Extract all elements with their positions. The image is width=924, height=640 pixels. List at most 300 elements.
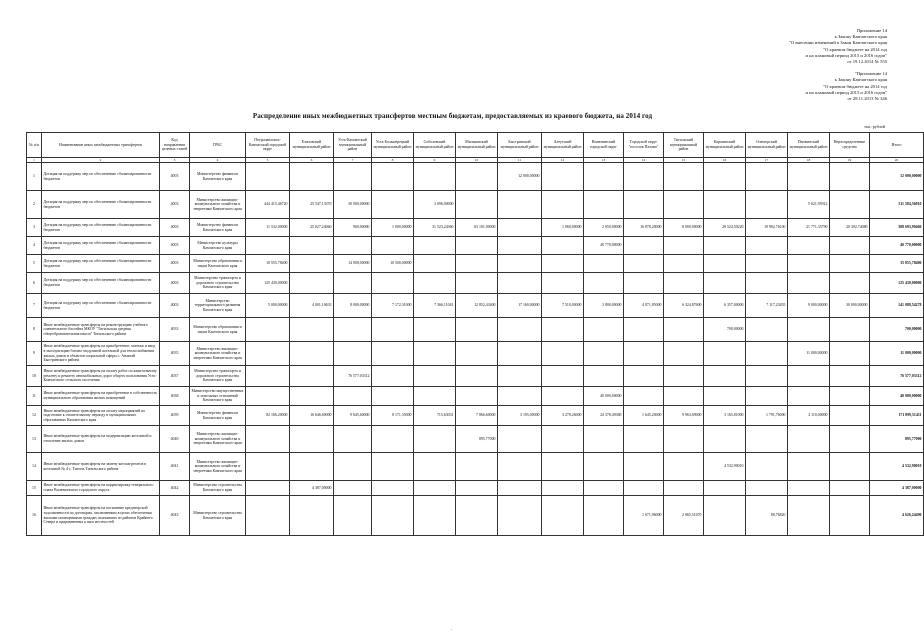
amount-cell	[584, 366, 624, 387]
amount-cell	[246, 342, 290, 366]
transfer-name: Иные межбюджетные трансферты на корректировку генерального плана Вилючинского городского округа	[42, 481, 160, 496]
amount-cell	[584, 255, 624, 273]
amount-cell: 7 366,11041	[414, 294, 456, 318]
amount-cell	[414, 342, 456, 366]
amount-cell	[704, 163, 746, 191]
target-code: 4038	[160, 387, 190, 406]
amount-cell	[414, 426, 456, 453]
amount-cell	[830, 273, 870, 294]
amount-cell	[584, 453, 624, 481]
amount-cell	[788, 481, 830, 496]
amount-cell	[456, 237, 498, 255]
grbs-name: Министерство жилищно-коммунального хозяйства и энергетики Камчатского края	[190, 453, 246, 481]
amount-cell	[456, 366, 498, 387]
amount-cell	[414, 481, 456, 496]
amount-cell	[456, 387, 498, 406]
target-code: 4003	[160, 163, 190, 191]
table-row	[27, 294, 924, 318]
note-line: "О краевом бюджете на 2014 год	[823, 83, 887, 89]
amount-cell	[746, 191, 788, 219]
table-row	[27, 191, 924, 219]
row-number: 5	[27, 255, 42, 273]
amount-cell	[788, 163, 830, 191]
amount-cell	[334, 426, 372, 453]
amount-cell	[414, 318, 456, 342]
amount-cell: 9 963,69000	[664, 406, 704, 426]
row-total: 125 430,00000	[870, 273, 924, 294]
row-number: 10	[27, 366, 42, 387]
note-line: Приложение 14	[856, 28, 887, 33]
amount-cell: 4 387,00000	[290, 481, 334, 496]
amount-cell	[746, 237, 788, 255]
amount-cell	[788, 366, 830, 387]
amount-cell	[246, 237, 290, 255]
grbs-name: Министерство имущественных и земельных отношений Камчатского края	[190, 387, 246, 406]
amount-cell: 444 415,46720	[246, 191, 290, 219]
amount-cell	[624, 163, 664, 191]
amount-cell	[290, 387, 334, 406]
amount-cell	[290, 366, 334, 387]
transfer-name: Иные межбюджетные трансферты на оплату мероприятий по подготовке к отопительному периоду в муниципальных образованиях Камчатского края	[42, 406, 160, 426]
amount-cell	[704, 426, 746, 453]
amount-cell	[746, 453, 788, 481]
amount-cell	[746, 342, 788, 366]
amount-cell	[372, 366, 414, 387]
amount-cell	[624, 237, 664, 255]
column-header: Тигильский муниципальный район	[664, 133, 704, 158]
column-number: 12	[542, 158, 584, 163]
row-total: 11 000,00000	[870, 342, 924, 366]
amount-cell: 28 524,50220	[704, 219, 746, 237]
transfer-name: Иные межбюджетные трансферты на приобретение в собственность муниципального образования жилых помещений	[42, 387, 160, 406]
column-number: 8	[372, 158, 414, 163]
row-total: 76 577,03312	[870, 366, 924, 387]
column-number: 1	[27, 158, 42, 163]
amount-cell	[290, 163, 334, 191]
amount-cell: 25 027,24060	[290, 219, 334, 237]
amount-cell: 31 523,24360	[414, 219, 456, 237]
row-number: 4	[27, 237, 42, 255]
amount-cell	[664, 318, 704, 342]
amount-cell: 7 866,60000	[456, 406, 498, 426]
amount-cell	[664, 237, 704, 255]
amount-cell	[498, 426, 542, 453]
amount-cell	[830, 496, 870, 536]
note-line: и на плановый период 2015 и 2016 годов"	[805, 52, 887, 58]
amount-cell	[584, 318, 624, 342]
column-header: Пенжинский муниципальный район	[788, 133, 830, 158]
amount-cell	[830, 163, 870, 191]
grbs-name: Министерство территориального развития Камчатского края	[190, 294, 246, 318]
table-row	[27, 426, 924, 453]
row-total: 141 088,54278	[870, 294, 924, 318]
amount-cell	[498, 255, 542, 273]
column-number: 3	[160, 158, 190, 163]
amount-cell: 2 050,00000	[584, 219, 624, 237]
target-code: 4035	[160, 342, 190, 366]
column-header: Соболевский муниципальный район	[414, 133, 456, 158]
column-header: Петропавловск-Камчатский городской округ	[246, 133, 290, 158]
column-header: Код направления целевых статей	[160, 133, 190, 158]
amount-cell	[498, 273, 542, 294]
amount-cell	[788, 273, 830, 294]
amount-cell	[372, 426, 414, 453]
amount-cell	[542, 453, 584, 481]
amount-cell	[624, 426, 664, 453]
amount-cell: 20 392,74080	[830, 219, 870, 237]
amount-cell: 76 577,03312	[334, 366, 372, 387]
amount-cell	[664, 387, 704, 406]
transfer-name: Иные межбюджетные трансферты на замену котлоагрегатов в котельной № 4 с. Тигиль Тигильского района	[42, 453, 160, 481]
row-total: 4 387,00000	[870, 481, 924, 496]
amount-cell	[334, 453, 372, 481]
amount-cell	[746, 163, 788, 191]
amount-cell: 25 547,13370	[290, 191, 334, 219]
column-number: 10	[456, 158, 498, 163]
row-number: 8	[27, 318, 42, 342]
amount-cell	[498, 219, 542, 237]
table-row	[27, 255, 924, 273]
column-header: Мильковский муниципальный район	[456, 133, 498, 158]
amount-cell	[830, 481, 870, 496]
amount-cell	[704, 387, 746, 406]
note-line: от 28.11.2013 № 346	[847, 96, 887, 102]
note-line: к Закону Камчатского края	[834, 77, 887, 83]
amount-cell: 19 982,76100	[746, 219, 788, 237]
amount-cell	[372, 273, 414, 294]
column-number: 7	[334, 158, 372, 163]
amount-cell	[746, 426, 788, 453]
amount-cell	[584, 426, 624, 453]
amount-cell	[542, 163, 584, 191]
amount-cell	[746, 255, 788, 273]
amount-cell	[664, 481, 704, 496]
page-mark: .	[451, 627, 453, 632]
amount-cell	[542, 273, 584, 294]
target-code: 4037	[160, 366, 190, 387]
target-code: 4003	[160, 255, 190, 273]
table-row	[27, 237, 924, 255]
table-row	[27, 273, 924, 294]
amount-cell	[584, 496, 624, 536]
amount-cell: 40 770,00000	[584, 237, 624, 255]
note-line: "О внесении изменений в Закон Камчатского края	[789, 40, 887, 46]
amount-cell	[788, 453, 830, 481]
amount-cell: 1 791,76000	[746, 406, 788, 426]
amount-cell: 8 171,35000	[372, 406, 414, 426]
amount-cell: 3 278,26000	[542, 406, 584, 426]
amount-cell	[414, 453, 456, 481]
grbs-name: Министерство финансов Камчатского края	[190, 163, 246, 191]
target-code: 4003	[160, 191, 190, 219]
amount-cell	[246, 496, 290, 536]
table-row	[27, 387, 924, 406]
amount-cell: 9 645,60000	[334, 406, 372, 426]
column-number: 20	[870, 158, 924, 163]
amount-cell: 900,00000	[334, 219, 372, 237]
amount-cell	[704, 496, 746, 536]
amount-cell	[414, 273, 456, 294]
amount-cell	[788, 255, 830, 273]
amount-cell	[584, 481, 624, 496]
amount-cell: 11 532,00000	[246, 219, 290, 237]
amount-cell	[246, 387, 290, 406]
amount-cell	[290, 255, 334, 273]
amount-cell: 715,63031	[414, 406, 456, 426]
grbs-name: Министерство культуры Камчатского края	[190, 237, 246, 255]
amount-cell: 8 000,00000	[334, 294, 372, 318]
amount-cell	[624, 191, 664, 219]
target-code: 4003	[160, 237, 190, 255]
amount-cell: 7 117,23455	[746, 294, 788, 318]
amount-cell	[290, 453, 334, 481]
amount-cell	[456, 453, 498, 481]
column-header: Алеутский муниципальный район	[542, 133, 584, 158]
row-total: 700,00000	[870, 318, 924, 342]
amount-cell	[334, 387, 372, 406]
amount-cell: 4 001,10633	[290, 294, 334, 318]
amount-cell	[664, 426, 704, 453]
amount-cell	[704, 191, 746, 219]
grbs-name: Министерство транспорта и дорожного строительства Камчатского края	[190, 366, 246, 387]
column-number: 19	[830, 158, 870, 163]
amount-cell: 82 166,20000	[246, 406, 290, 426]
amount-cell	[624, 318, 664, 342]
amount-cell	[334, 496, 372, 536]
column-number: 18	[788, 158, 830, 163]
amount-cell: 1 060,00000	[542, 219, 584, 237]
transfer-name: Иные межбюджетные трансферты на реконструкцию учебного плавательного бассейна МКОУ "Тигильская средняя общеобразовательная школа" Тигильского района	[42, 318, 160, 342]
amount-cell: 12 852,43400	[456, 294, 498, 318]
row-total: 308 693,99460	[870, 219, 924, 237]
amount-cell	[498, 387, 542, 406]
transfer-name: Иные межбюджетные трансферты на модернизацию котельной и отопление жилых домов	[42, 426, 160, 453]
amount-cell	[624, 366, 664, 387]
amount-cell: 1 645,20000	[624, 406, 664, 426]
amount-cell	[830, 255, 870, 273]
amount-cell	[746, 366, 788, 387]
amount-cell: 1 000,00000	[372, 219, 414, 237]
amount-cell	[830, 318, 870, 342]
amount-cell	[542, 318, 584, 342]
amount-cell	[542, 426, 584, 453]
amount-cell: 30 000,00000	[334, 191, 372, 219]
amount-cell	[334, 318, 372, 342]
amount-cell	[498, 453, 542, 481]
amount-cell	[830, 426, 870, 453]
amount-cell	[456, 496, 498, 536]
amount-cell: 40 000,00000	[584, 387, 624, 406]
amount-cell	[542, 366, 584, 387]
amount-cell	[542, 342, 584, 366]
amount-cell: 88,76820	[746, 496, 788, 536]
amount-cell: 11 000,00000	[788, 342, 830, 366]
amount-cell	[788, 237, 830, 255]
amount-cell	[664, 342, 704, 366]
amount-cell: 3 195,00000	[498, 406, 542, 426]
amount-cell	[456, 342, 498, 366]
note-line: от 19.12.2014 № 555	[847, 59, 887, 65]
amount-cell: 12 000,00000	[498, 163, 542, 191]
amount-cell	[246, 481, 290, 496]
column-header: Елизовский муниципальный район	[290, 133, 334, 158]
amount-cell	[746, 387, 788, 406]
column-header: Итого	[870, 133, 924, 158]
target-code: 4043	[160, 496, 190, 536]
amount-cell: 895,77000	[456, 426, 498, 453]
transfer-name: Иные межбюджетные трансферты на погашение кредиторской задолженности по договорам, заключенным в целях обеспечения жилыми помещениями граждан, выехавших из районов Крайнего Севера и приравненных к ним местностей	[42, 496, 160, 536]
amount-cell	[830, 366, 870, 387]
amount-cell	[498, 237, 542, 255]
row-number: 6	[27, 273, 42, 294]
grbs-name: Министерство финансов Камчатского края	[190, 219, 246, 237]
row-total: 171 899,51411	[870, 406, 924, 426]
amount-cell	[542, 481, 584, 496]
amount-cell	[542, 237, 584, 255]
amount-cell: 125 430,00000	[246, 273, 290, 294]
column-number: 14	[624, 158, 664, 163]
amount-cell	[664, 191, 704, 219]
amount-cell	[372, 453, 414, 481]
row-number: 2	[27, 191, 42, 219]
amount-cell	[290, 426, 334, 453]
table-row	[27, 496, 924, 536]
amount-cell	[372, 342, 414, 366]
table-row	[27, 219, 924, 237]
amount-cell: 24 378,49380	[584, 406, 624, 426]
row-number: 14	[27, 453, 42, 481]
amount-cell	[704, 255, 746, 273]
row-number: 13	[27, 426, 42, 453]
transfer-name: Дотация на поддержку мер по обеспечению сбалансированности бюджетов	[42, 273, 160, 294]
amount-cell: 16 878,20000	[624, 219, 664, 237]
table-row	[27, 318, 924, 342]
header-row	[27, 133, 924, 158]
column-header: Быстринский муниципальный район	[498, 133, 542, 158]
amount-cell	[372, 163, 414, 191]
column-number: 2	[42, 158, 160, 163]
amount-cell	[624, 387, 664, 406]
column-header: Усть-Большерецкий муниципальный район	[372, 133, 414, 158]
transfer-name: Дотация на поддержку мер по обеспечению сбалансированности бюджетов	[42, 163, 160, 191]
amount-cell	[542, 387, 584, 406]
amount-cell: 3 096,00000	[414, 191, 456, 219]
amount-cell	[334, 481, 372, 496]
amount-cell: 17 160,00000	[498, 294, 542, 318]
row-number: 16	[27, 496, 42, 536]
amount-cell	[456, 163, 498, 191]
amount-cell: 4 071,85000	[624, 294, 664, 318]
amount-cell: 3 800,00000	[584, 294, 624, 318]
column-number: 17	[746, 158, 788, 163]
target-code: 4039	[160, 406, 190, 426]
amount-cell: 7 510,00000	[542, 294, 584, 318]
amount-cell	[372, 191, 414, 219]
amount-cell	[830, 453, 870, 481]
appendix-note-original	[717, 71, 887, 102]
column-header: Карагинский муниципальный район	[704, 133, 746, 158]
amount-cell	[414, 496, 456, 536]
amount-cell	[290, 237, 334, 255]
amount-cell	[664, 366, 704, 387]
amount-cell	[624, 273, 664, 294]
amount-cell: 30 000,00000	[830, 294, 870, 318]
row-number: 15	[27, 481, 42, 496]
row-total: 4 626,24490	[870, 496, 924, 536]
target-code: 4003	[160, 273, 190, 294]
amount-cell	[246, 366, 290, 387]
amount-cell	[414, 163, 456, 191]
amount-cell	[704, 273, 746, 294]
amount-cell: 8 000,00000	[664, 219, 704, 237]
amount-cell	[372, 481, 414, 496]
amount-cell	[290, 342, 334, 366]
amount-cell	[664, 255, 704, 273]
amount-cell	[372, 387, 414, 406]
column-number: 11	[498, 158, 542, 163]
column-number: 16	[704, 158, 746, 163]
row-total: 4 532,90010	[870, 453, 924, 481]
amount-cell	[246, 426, 290, 453]
column-header: ГРБС	[190, 133, 246, 158]
amount-cell	[584, 342, 624, 366]
transfers-table	[26, 132, 924, 536]
amount-cell: 10 500,00000	[372, 255, 414, 273]
amount-cell	[788, 496, 830, 536]
row-number: 1	[27, 163, 42, 191]
amount-cell	[290, 318, 334, 342]
transfer-name: Иные межбюджетные трансферты на оплату работ по капитальному ремонту и ремонту автомобильных дорог общего пользования Усть-Камчатского сельского поселения	[42, 366, 160, 387]
column-header: Нераспределенные средства	[830, 133, 870, 158]
amount-cell: 1 671,96000	[624, 496, 664, 536]
amount-cell	[704, 481, 746, 496]
amount-cell	[704, 366, 746, 387]
column-header: Усть-Камчатский муниципальный район	[334, 133, 372, 158]
row-total: 895,77000	[870, 426, 924, 453]
row-number: 11	[27, 387, 42, 406]
amount-cell	[290, 273, 334, 294]
grbs-name: Министерство жилищно-коммунального хозяйства и энергетики Камчатского края	[190, 191, 246, 219]
amount-cell	[746, 481, 788, 496]
amount-cell: 2 110,00000	[788, 406, 830, 426]
table-row	[27, 453, 924, 481]
target-code: 4042	[160, 481, 190, 496]
grbs-name: Министерство строительства Камчатского края	[190, 496, 246, 536]
amount-cell	[542, 191, 584, 219]
target-code: 4003	[160, 294, 190, 318]
amount-cell: 4 532,90010	[704, 453, 746, 481]
amount-cell	[704, 342, 746, 366]
grbs-name: Министерство жилищно-коммунального хозяйства и энергетики Камчатского края	[190, 342, 246, 366]
target-code: 4041	[160, 453, 190, 481]
amount-cell: 6 324,87600	[664, 294, 704, 318]
amount-cell	[414, 255, 456, 273]
transfer-name: Дотация на поддержку мер по обеспечению сбалансированности бюджетов	[42, 191, 160, 219]
row-total: 35 055,78400	[870, 255, 924, 273]
appendix-note-current	[717, 28, 887, 65]
amount-cell	[414, 237, 456, 255]
amount-cell	[498, 191, 542, 219]
row-total: 40 770,00000	[870, 237, 924, 255]
amount-cell	[664, 163, 704, 191]
amount-cell	[334, 163, 372, 191]
transfer-name: Иные межбюджетные трансферты на приобретение, монтаж и ввод в эксплуатацию блочно-модульной котельной для теплоснабжения жилых домов и объектов социальной сферы с. Анавгай Быстринского района	[42, 342, 160, 366]
amount-cell	[664, 273, 704, 294]
note-line: "Приложение 14	[854, 71, 887, 77]
amount-cell	[542, 496, 584, 536]
column-header: Олюторский муниципальный район	[746, 133, 788, 158]
table-row	[27, 342, 924, 366]
